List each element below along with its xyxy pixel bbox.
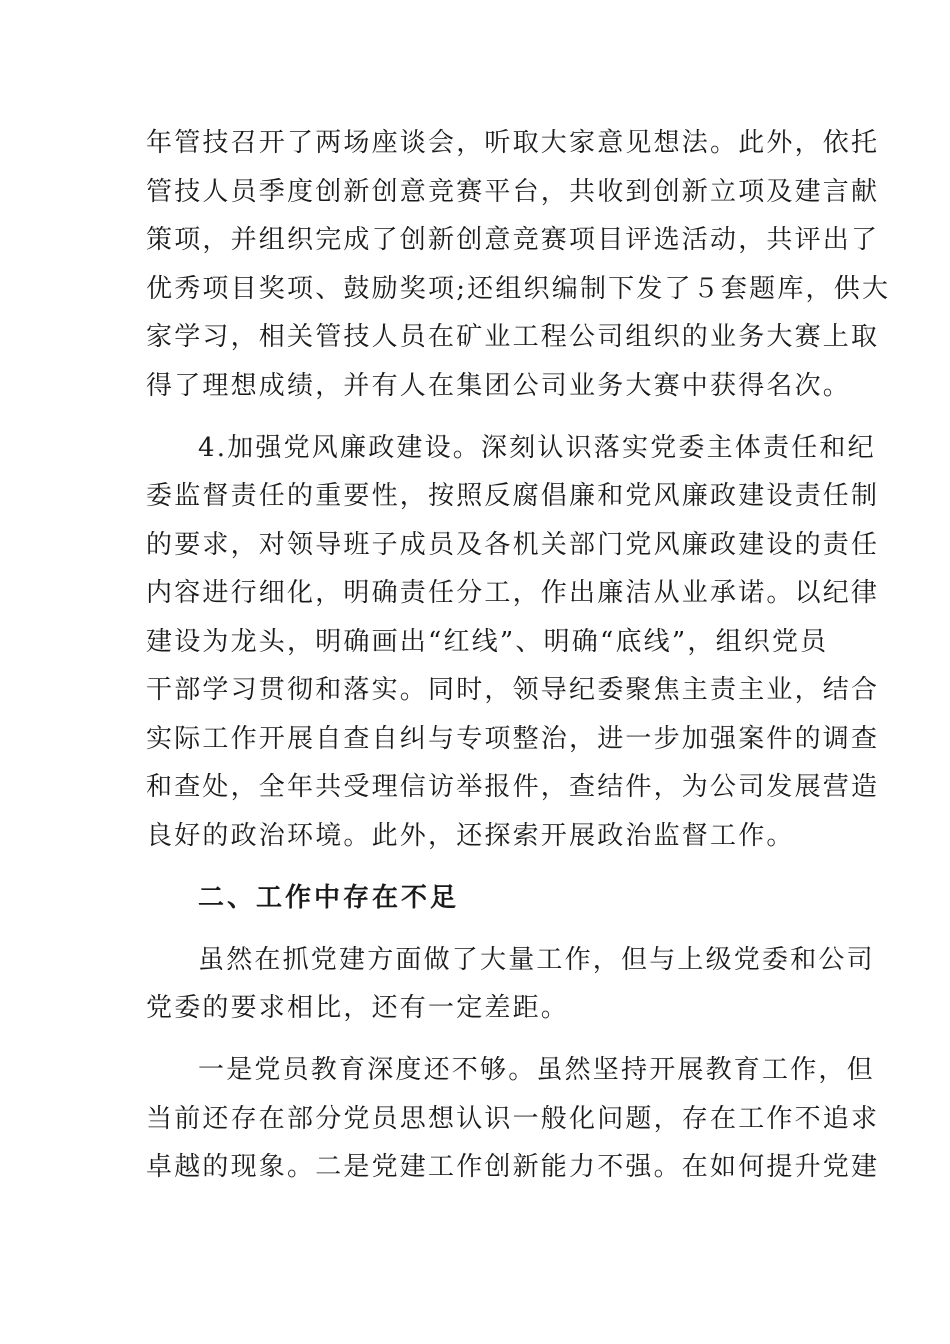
document-body bbox=[146, 126, 891, 1184]
section-heading bbox=[146, 881, 796, 915]
text-line: 家学习，相关管技人员在矿业工程公司组织的业务大赛上取 bbox=[146, 322, 880, 352]
text-line: 策项，并组织完成了创新创意竞赛项目评选活动，共评出了 bbox=[146, 225, 880, 255]
text-line: 干部学习贯彻和落实。同时，领导纪委聚焦主责主业，结合 bbox=[146, 675, 880, 705]
text-line: 4.加强党风廉政建设。深刻认识落实党委主体责任和纪 bbox=[198, 432, 876, 463]
text-line: 党委的要求相比，还有一定差距。 bbox=[146, 993, 570, 1023]
paragraph-anti-corruption bbox=[146, 431, 880, 853]
text-line: 虽然在抓党建方面做了大量工作，但与上级党委和公司 bbox=[198, 944, 875, 975]
text-line: 一是党员教育深度还不够。虽然坚持开展教育工作，但 bbox=[198, 1055, 875, 1085]
text-line: 优秀项目奖项、鼓励奖项;还组织编制下发了５套题库，供大 bbox=[146, 273, 891, 304]
text-line: 和查处，全年共受理信访举报件，查结件，为公司发展营造 bbox=[146, 772, 880, 802]
text-line: 卓越的现象。二是党建工作创新能力不强。在如何提升党建 bbox=[146, 1152, 880, 1182]
text-line: 得了理想成绩，并有人在集团公司业务大赛中获得名次。 bbox=[146, 370, 852, 401]
text-line: 年管技召开了两场座谈会，听取大家意见想法。此外，依托 bbox=[146, 128, 880, 158]
paragraph-shortcomings-intro bbox=[146, 943, 875, 1026]
section-title: 二、工作中存在不足 bbox=[198, 882, 460, 913]
text-line: 委监督责任的重要性，按照反腐倡廉和党风廉政建设责任制 bbox=[146, 481, 880, 511]
text-line: 内容进行细化，明确责任分工，作出廉洁从业承诺。以纪律 bbox=[146, 578, 880, 608]
text-line: 当前还存在部分党员思想认识一般化问题，存在工作不追求 bbox=[146, 1103, 880, 1134]
text-line: 管技人员季度创新创意竞赛平台，共收到创新立项及建言献 bbox=[146, 176, 880, 207]
text-line: 的要求，对领导班子成员及各机关部门党风廉政建设的责任 bbox=[146, 529, 880, 560]
text-line: 建设为龙头，明确画出“红线”、明确“底线”，组织党员 bbox=[146, 626, 829, 657]
text-line: 实际工作开展自查自纠与专项整治，进一步加强案件的调查 bbox=[146, 723, 880, 754]
paragraph-shortcomings-detail bbox=[146, 1053, 880, 1184]
text-line: 良好的政治环境。此外，还探索开展政治监督工作。 bbox=[146, 820, 795, 851]
paragraph-innovation-competition bbox=[146, 126, 891, 403]
